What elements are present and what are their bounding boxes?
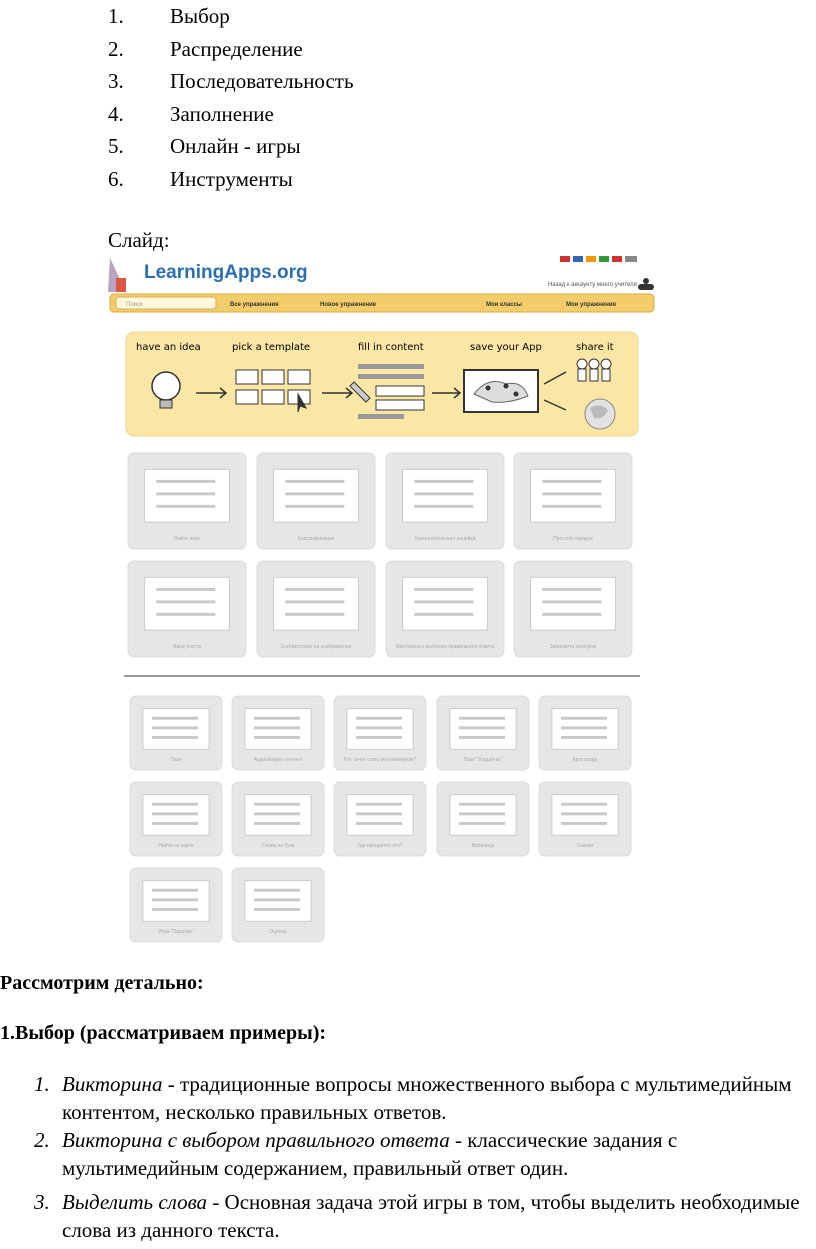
tile-label: Простой порядок bbox=[553, 536, 593, 542]
top-list bbox=[108, 2, 354, 197]
template-tile[interactable] bbox=[514, 561, 632, 657]
map-app-icon bbox=[464, 370, 538, 412]
item-number: 4. bbox=[108, 101, 124, 126]
preview-line bbox=[152, 736, 198, 739]
tile-label: Скачки bbox=[576, 843, 594, 849]
preview-line bbox=[542, 588, 601, 591]
tile-label: Пазл bbox=[170, 757, 182, 763]
preview-line bbox=[459, 726, 505, 729]
item-term: Викторина bbox=[62, 1072, 163, 1096]
template-tile[interactable] bbox=[334, 782, 426, 856]
learningapps-screenshot bbox=[108, 248, 668, 948]
preview-line bbox=[156, 505, 215, 508]
people-icon bbox=[577, 359, 611, 381]
preview-line bbox=[356, 726, 402, 729]
preview-line bbox=[156, 492, 215, 495]
preview-line bbox=[254, 908, 300, 911]
template-tile[interactable] bbox=[130, 782, 222, 856]
template-tiles bbox=[128, 453, 632, 942]
preview-line bbox=[285, 613, 344, 616]
list-item bbox=[108, 2, 354, 35]
site-logo: LearningApps.org bbox=[144, 262, 308, 283]
tile-label: Пазл "Угадай-ка" bbox=[463, 757, 503, 763]
item-text: Заполнение bbox=[170, 101, 274, 126]
preview-line bbox=[254, 812, 300, 815]
section-heading: Рассмотрим детально: bbox=[0, 972, 204, 994]
account-link[interactable]: Назад к аккаунту моего учителя bbox=[548, 282, 637, 288]
globe-icon bbox=[585, 399, 615, 429]
preview-line bbox=[254, 889, 300, 892]
list-item bbox=[108, 165, 354, 198]
item-number: 1. bbox=[108, 4, 124, 28]
tile-preview bbox=[403, 469, 488, 522]
template-tile[interactable] bbox=[130, 868, 222, 942]
template-tile[interactable] bbox=[437, 696, 529, 770]
item-description: - Основная задача этой игры в том, чтобы выделить необходимые слова из данного текста. bbox=[62, 1190, 800, 1242]
tile-label: Заполнить пропуски bbox=[549, 644, 597, 650]
template-tile[interactable] bbox=[514, 453, 632, 549]
item-number: 1. bbox=[34, 1072, 50, 1096]
preview-line bbox=[152, 726, 198, 729]
template-tile[interactable] bbox=[232, 868, 324, 942]
logo-mark-accent bbox=[116, 278, 126, 292]
user-icon[interactable] bbox=[643, 278, 649, 284]
preview-line bbox=[254, 898, 300, 901]
search-placeholder: Поиск bbox=[126, 302, 143, 308]
tile-preview bbox=[274, 577, 359, 630]
preview-line bbox=[542, 492, 601, 495]
item-description: - классические задания с мультимедийным содержанием, правильный ответ один. bbox=[62, 1128, 678, 1180]
intro-banner bbox=[126, 332, 638, 436]
tile-label: Виселица bbox=[471, 843, 495, 849]
tile-label: Игра "Парочки" bbox=[158, 929, 194, 935]
preview-line bbox=[254, 726, 300, 729]
preview-line bbox=[152, 812, 198, 815]
preview-line bbox=[152, 717, 198, 720]
item-number: 6. bbox=[108, 166, 124, 191]
template-tile[interactable] bbox=[257, 453, 375, 549]
preview-line bbox=[459, 717, 505, 720]
preview-line bbox=[356, 812, 402, 815]
preview-line bbox=[561, 812, 607, 815]
preview-line bbox=[285, 588, 344, 591]
preview-line bbox=[285, 480, 344, 483]
preview-line bbox=[414, 600, 473, 603]
template-tile[interactable] bbox=[386, 453, 504, 549]
item-text: Онлайн - игры bbox=[170, 134, 301, 158]
preview-line bbox=[254, 803, 300, 806]
tile-label: Кроссворд bbox=[572, 757, 598, 763]
preview-line bbox=[156, 480, 215, 483]
preview-line bbox=[356, 736, 402, 739]
preview-line bbox=[254, 822, 300, 825]
tile-label: Соответствие на изображении bbox=[280, 644, 352, 650]
tile-label: Аудио/видео контент bbox=[253, 757, 303, 763]
preview-line bbox=[156, 600, 215, 603]
preview-line bbox=[459, 736, 505, 739]
item-number: 5. bbox=[108, 134, 124, 158]
preview-line bbox=[152, 822, 198, 825]
preview-line bbox=[356, 803, 402, 806]
list-item bbox=[0, 1070, 816, 1126]
site-header bbox=[108, 256, 654, 312]
item-text: Выбор bbox=[170, 4, 230, 28]
subsection-heading: 1.Выбор (рассматриваем примеры): bbox=[0, 1022, 327, 1044]
list-item bbox=[108, 100, 354, 133]
preview-line bbox=[542, 505, 601, 508]
nav-new-exercise[interactable]: Новое упражнение bbox=[320, 302, 377, 308]
list-item bbox=[108, 67, 354, 100]
preview-line bbox=[152, 889, 198, 892]
list-item bbox=[108, 35, 354, 68]
step-content: fill in content bbox=[358, 342, 424, 353]
preview-line bbox=[414, 480, 473, 483]
tile-label: Хронологическая линейка bbox=[414, 536, 476, 542]
template-tile[interactable] bbox=[334, 696, 426, 770]
preview-line bbox=[356, 822, 402, 825]
tile-label: Викторина с выбором правильного ответа bbox=[396, 644, 494, 650]
preview-line bbox=[561, 717, 607, 720]
preview-line bbox=[414, 505, 473, 508]
preview-line bbox=[356, 717, 402, 720]
template-tile[interactable] bbox=[130, 696, 222, 770]
preview-line bbox=[414, 492, 473, 495]
user-icon-body bbox=[638, 284, 654, 290]
preview-line bbox=[561, 726, 607, 729]
slide-label: Слайд: bbox=[108, 228, 170, 252]
item-number: 3. bbox=[34, 1190, 50, 1214]
tile-label: Найти пару bbox=[173, 536, 201, 542]
nav-my-exercises[interactable]: Мои упражнения bbox=[566, 302, 617, 308]
preview-line bbox=[459, 803, 505, 806]
preview-line bbox=[285, 505, 344, 508]
item-number: 2. bbox=[34, 1128, 50, 1152]
step-template: pick a template bbox=[232, 342, 311, 353]
item-number: 2. bbox=[108, 36, 124, 61]
preview-line bbox=[542, 613, 601, 616]
item-term: Викторина с выбором правильного ответа bbox=[62, 1128, 450, 1152]
preview-line bbox=[254, 736, 300, 739]
bottom-list bbox=[0, 1070, 816, 1244]
tile-label: Где находится это? bbox=[357, 843, 403, 849]
preview-line bbox=[414, 613, 473, 616]
tile-label: Слова из букв bbox=[261, 843, 295, 849]
item-text: Распределение bbox=[170, 36, 303, 61]
tile-preview bbox=[531, 469, 616, 522]
tile-label: Найти на карте bbox=[158, 843, 194, 849]
language-flags bbox=[560, 256, 637, 262]
tile-label: Ввод текста bbox=[173, 644, 201, 650]
tile-label: Оценка bbox=[269, 929, 287, 935]
nav-all-exercises[interactable]: Все упражнения bbox=[230, 302, 279, 308]
item-text: Последовательность bbox=[170, 69, 354, 93]
template-tile[interactable] bbox=[232, 696, 324, 770]
preview-line bbox=[561, 803, 607, 806]
tile-preview bbox=[145, 577, 230, 630]
list-item bbox=[0, 1126, 816, 1182]
preview-line bbox=[561, 822, 607, 825]
nav-my-classes[interactable]: Мои классы bbox=[486, 302, 523, 308]
preview-line bbox=[152, 898, 198, 901]
template-tile[interactable] bbox=[386, 561, 504, 657]
template-tile[interactable] bbox=[128, 561, 246, 657]
preview-line bbox=[414, 588, 473, 591]
template-tile[interactable] bbox=[257, 561, 375, 657]
item-text: Инструменты bbox=[170, 166, 293, 191]
tile-label: Классификация bbox=[297, 536, 335, 542]
preview-line bbox=[152, 908, 198, 911]
preview-line bbox=[156, 613, 215, 616]
template-tile[interactable] bbox=[128, 453, 246, 549]
list-item bbox=[108, 132, 354, 165]
preview-line bbox=[254, 717, 300, 720]
preview-line bbox=[459, 822, 505, 825]
step-idea: have an idea bbox=[136, 342, 201, 353]
item-number: 3. bbox=[108, 69, 124, 93]
template-tile[interactable] bbox=[232, 782, 324, 856]
tile-label: Кто хочет стать миллионером? bbox=[344, 757, 416, 763]
template-tile[interactable] bbox=[539, 782, 631, 856]
preview-line bbox=[459, 812, 505, 815]
item-term: Выделить слова bbox=[62, 1190, 208, 1214]
step-share: share it bbox=[576, 342, 614, 353]
tile-preview bbox=[531, 577, 616, 630]
template-tile[interactable] bbox=[437, 782, 529, 856]
preview-line bbox=[542, 480, 601, 483]
preview-line bbox=[561, 736, 607, 739]
preview-line bbox=[156, 588, 215, 591]
step-save: save your App bbox=[470, 342, 542, 353]
preview-line bbox=[285, 492, 344, 495]
preview-line bbox=[542, 600, 601, 603]
preview-line bbox=[152, 803, 198, 806]
item-description: - традиционные вопросы множественного выбора с мультимедийным контентом, несколько правильных ответов. bbox=[62, 1072, 792, 1124]
tile-preview bbox=[145, 469, 230, 522]
list-item bbox=[0, 1188, 816, 1244]
tile-preview bbox=[403, 577, 488, 630]
preview-line bbox=[285, 600, 344, 603]
tile-preview bbox=[274, 469, 359, 522]
template-tile[interactable] bbox=[539, 696, 631, 770]
